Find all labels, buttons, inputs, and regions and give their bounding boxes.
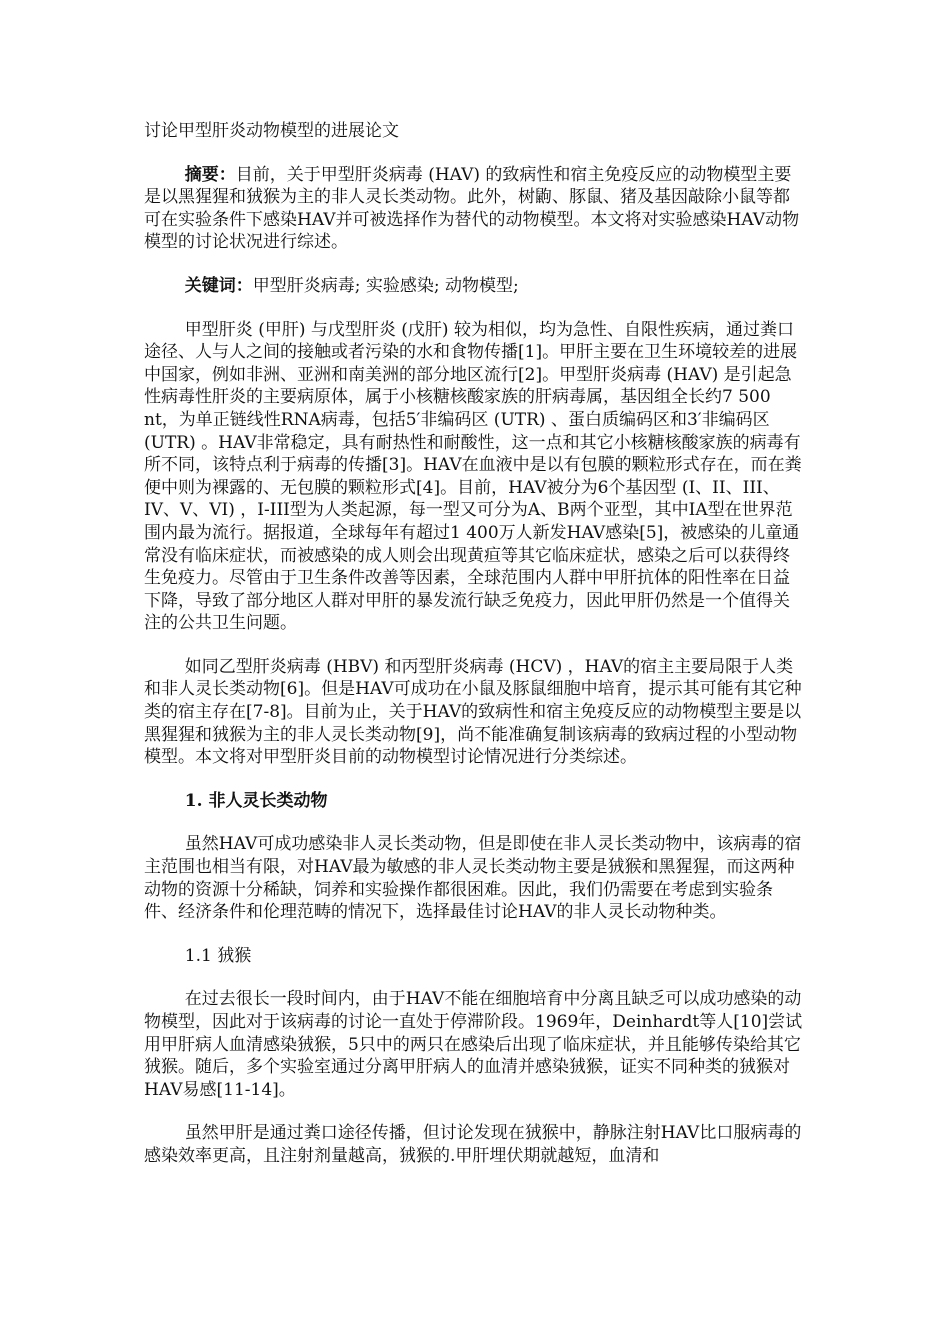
body-paragraph: 虽然HAV可成功感染非人灵长类动物，但是即使在非人灵长类动物中，该病毒的宿主范围也相当有限，对HAV最为敏感的非人灵长类动物主要是狨猴和黑猩猩，而这两种动物的资源十分稀缺，饲养和实验操作都很困难。因此，我们仍需要在考虑到实验条件、经济条件和伦理范畴的情况下，选择最佳讨论HAV的非人灵长动物种类。 [144, 834, 802, 923]
document-page [144, 106, 806, 1168]
abstract-label: 摘要： [184, 164, 236, 185]
document-title: 讨论甲型肝炎动物模型的进展论文 [144, 121, 399, 141]
abstract-paragraph [144, 164, 806, 254]
section-heading: 1. 非人灵长类动物 [184, 790, 328, 811]
keywords-text: 甲型肝炎病毒; 实验感染; 动物模型; [252, 275, 519, 296]
keywords-paragraph [144, 275, 806, 298]
body-paragraph: 虽然甲肝是通过粪口途径传播，但讨论发现在狨猴中，静脉注射HAV比口服病毒的感染效率更高，且注射剂量越高，狨猴的.甲肝埋伏期就越短，血清和 [144, 1123, 802, 1166]
body-paragraph: 甲型肝炎 (甲肝) 与戊型肝炎 (戊肝) 较为相似，均为急性、自限性疾病，通过粪口途径、人与人之间的接触或者污染的水和食物传播[1]。甲肝主要在卫生环境较差的进展中国家，例如非洲、亚洲和南美洲的部分地区流行[2]。甲型肝炎病毒 (HAV) 是引起急性病毒性肝炎的主要病原体，属于小核糖核酸家族的肝病毒属，基因组全长约7 500 nt，为单正链线性RNA病毒，包括5′非编码区 (UTR) 、蛋白质编码区和3′非编码区 (UTR) 。HAV非常稳定，具有耐热性和耐酸性，这一点和其它小核糖核酸家族的病毒有所不同，该特点利于病毒的传播[3]。HAV在血液中是以有包膜的颗粒形式存在，而在粪便中则为裸露的、无包膜的颗粒形式[4]。目前，HAV被分为6个基因型 (I、II、III、IV、V、VI) ，I-III型为人类起源，每一型又可分为A、B两个亚型，其中IA型在世界范围内最为流行。据报道，全球每年有超过1 400万人新发HAV感染[5]，被感染的儿童通常没有临床症状，而被感染的成人则会出现黄疸等其它临床症状，感染之后可以获得终生免疫力。尽管由于卫生条件改善等因素，全球范围内人群中甲肝抗体的阳性率在日益下降，导致了部分地区人群对甲肝的暴发流行缺乏免疫力，因此甲肝仍然是一个值得关注的公共卫生问题。 [144, 319, 802, 634]
keywords-label: 关键词： [184, 275, 253, 296]
body-paragraph: 在过去很长一段时间内，由于HAV不能在细胞培育中分离且缺乏可以成功感染的动物模型，因此对于该病毒的讨论一直处于停滞阶段。1969年，Deinhardt等人[10]尝试用甲肝病人血清感染狨猴，5只中的两只在感染后出现了临床症状，并且能够传染给其它狨猴。随后，多个实验室通过分离甲肝病人的血清并感染狨猴，证实不同种类的狨猴对HAV易感[11-14]。 [144, 989, 803, 1100]
body-paragraph: 如同乙型肝炎病毒 (HBV) 和丙型肝炎病毒 (HCV) ，HAV的宿主主要局限于人类和非人灵长类动物[6]。但是HAV可成功在小鼠及豚鼠细胞中培育，提示其可能有其它种类的宿主存在[7-8]。目前为止，关于HAV的致病性和宿主免疫反应的动物模型主要是以黑猩猩和狨猴为主的非人灵长类动物[9]，尚不能准确复制该病毒的致病过程的小型动物模型。本文将对甲型肝炎目前的动物模型讨论情况进行分类综述。 [144, 656, 802, 768]
abstract-text: 目前，关于甲型肝炎病毒 (HAV) 的致病性和宿主免疫反应的动物模型主要是以黑猩猩和狨猴为主的非人灵长类动物。此外，树鼩、豚鼠、猪及基因敲除小鼠等都可在实验条件下感染HAV并可被选择作为替代的动物模型。本文将对实验感染HAV动物模型的讨论状况进行综述。 [144, 164, 800, 253]
subsection-heading: 1.1 狨猴 [184, 945, 252, 966]
